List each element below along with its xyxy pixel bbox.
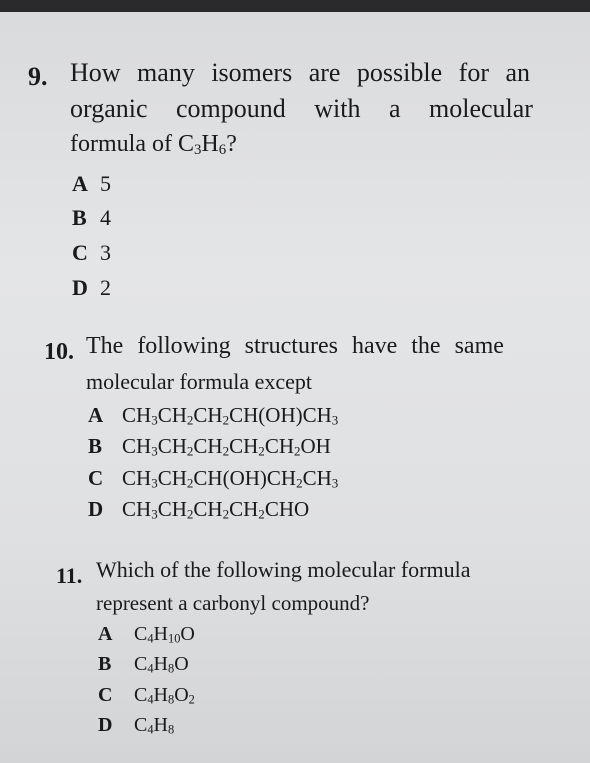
- question-number: 9.: [28, 62, 48, 91]
- option-text: 5: [100, 171, 111, 196]
- option-formula: $C_4H_8O_2$: [134, 684, 195, 707]
- question-text-line: [70, 131, 237, 158]
- option-b: [72, 205, 111, 231]
- option-formula: $C_4H_8$: [134, 714, 175, 737]
- option-text: 2: [100, 275, 111, 300]
- question-text: formula of C: [70, 131, 194, 157]
- option-letter: B: [88, 434, 103, 458]
- option-a: [88, 403, 338, 428]
- option-c: [88, 466, 338, 491]
- question-number: 10.: [44, 339, 74, 365]
- question-number: 11.: [56, 563, 83, 588]
- option-letter: C: [88, 466, 104, 490]
- subscript: 6: [218, 141, 227, 158]
- option-text: 4: [100, 205, 111, 230]
- option-letter: D: [72, 275, 88, 300]
- option-d: [72, 275, 111, 301]
- option-letter: A: [72, 171, 88, 196]
- option-formula: $C_4H_{10}O$: [134, 623, 195, 646]
- option-d: [98, 714, 174, 737]
- question-text-line: Which of the following molecular formula: [96, 557, 471, 582]
- option-letter: A: [98, 623, 113, 645]
- option-letter: C: [98, 684, 113, 706]
- option-letter: D: [88, 497, 104, 521]
- option-formula: $C_4H_8O$: [134, 653, 189, 676]
- option-letter: B: [72, 205, 87, 230]
- option-a: [98, 623, 195, 646]
- option-c: [98, 684, 195, 707]
- question-text-line: [70, 58, 531, 88]
- option-formula: $CH_3CH_2CH_2CH_2CH_2OH$: [122, 434, 331, 459]
- option-letter: A: [88, 403, 104, 427]
- option-formula: $CH_3CH_2CH(OH)CH_2CH_3$: [122, 466, 339, 491]
- top-dark-strip: [0, 0, 590, 12]
- option-b: [88, 434, 331, 459]
- option-letter: C: [72, 240, 88, 265]
- question-text-line: molecular formula except: [86, 369, 313, 394]
- option-text: 3: [100, 240, 111, 265]
- option-c: [72, 240, 111, 266]
- subscript: 3: [193, 141, 202, 158]
- question-text: ?: [226, 131, 237, 157]
- question-text: H: [201, 131, 219, 157]
- question-text-line: organic compound with a molecular: [70, 94, 533, 123]
- question-text: How many isomers are possible for an: [70, 58, 531, 87]
- option-letter: D: [98, 714, 113, 736]
- option-letter: B: [98, 653, 112, 675]
- option-formula: $CH_3CH_2CH_2CH_2CHO$: [122, 497, 310, 522]
- question-text-line: represent a carbonyl compound?: [96, 591, 370, 615]
- question-text-line: The following structures have the same: [86, 333, 504, 359]
- option-formula: $CH_3CH_2CH_2CH(OH)CH_3$: [122, 403, 339, 428]
- option-a: [72, 171, 111, 197]
- option-b: [98, 653, 189, 676]
- option-d: [88, 497, 309, 522]
